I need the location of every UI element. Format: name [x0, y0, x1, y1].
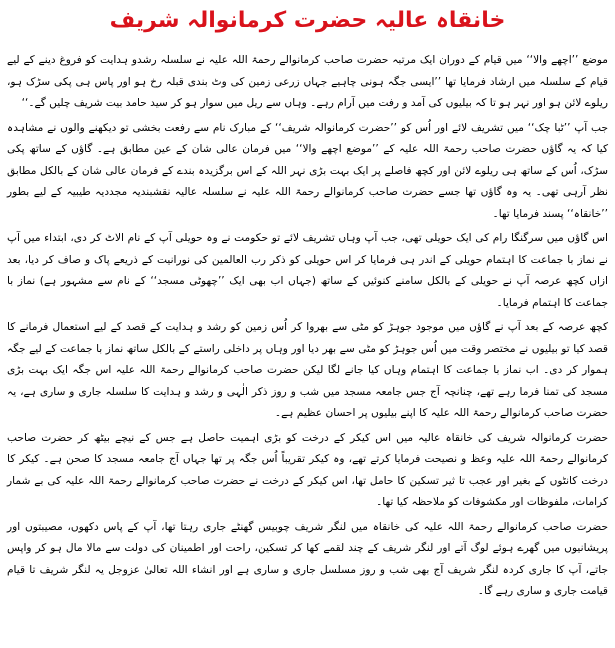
paragraph: جب آپ ’’ٹبا چک‘‘ میں تشریف لائے اور اُس کو ’’حضرت کرمانوالہ شریف‘‘ کے مبارک نام سے رفعت بخشی تو دیکھنے والوں نے مشاہدہ کیا کہ یہ گاؤں حضرت صاحب رحمۃ اللہ علیہ کے ’’موضع اچھے والا‘‘ میں فرمان عالی شان کے عین مطابق ہے۔ گاؤں کے ساتھ پکی سڑک، اُس کے ساتھ ہی ریلوے لائن اور کچھ فاصلے پر ایک بہت بڑی نہر اللہ کے اس برگزیدہ بندے کے فرمان عالی شان کے بالکل مطابق نظر آرہی تھی۔ یہ وہ گاؤں تھا جسے حضرت صاحب کرمانوالے رحمۃ اللہ علیہ نے سلسلہ عالیہ نقشبندیہ مجددیہ طیبیہ کے لیے بطور ’’خانقاہ‘‘ پسند فرمایا تھا۔	[7, 121, 608, 220]
paragraph: حضرت کرمانوالہ شریف کی خانقاہ عالیہ میں اس کیکر کے درخت کو بڑی اہمیت حاصل ہے جس کے نیچے بیٹھ کر حضرت صاحب کرمانوالے رحمۃ اللہ علیہ وعظ و نصیحت فرمایا کرتے تھے، وہ کیکر تقریباً اُس جگہ پر تھا جہاں آج جامعہ مسجد کا صحن ہے۔ کیکر کا درخت کانٹوں کے بغیر اور عجب تا ثیر تسکین کا حامل تھا، اس کیکر کے درخت نے حضرت صاحب کرمانوالے رحمۃ اللہ علیہ کی بے شمار کرامات، ملفوظات اور مکشوفات کو ملاحظہ کیا تھا۔	[7, 431, 608, 508]
paragraph: کچھ عرصہ کے بعد آپ نے گاؤں میں موجود جوہڑ کو مٹی سے بھروا کر اُس زمین کو رشد و ہدایت کے قصد کے لیے استعمال فرمانے کا قصد کیا تو بیلیوں نے مختصر وقت میں اُس جوہڑ کو مٹی سے بھر دیا اور وہاں پر داخلی راستے کے بالکل ساتھ نماز با جماعت کے لیے جگہ ہموار کر دی۔ اب نماز با جماعت کا اہتمام وہاں کیا جانے لگا لیکن حضرت صاحب کرمانوالے رحمۃ اللہ علیہ اس جگہ ایک بہت بڑی مسجد کی تمنا فرما رہے تھے، چنانچہ آج جس جامعہ مسجد میں شب و روز ذکر الٰہی و رشد و ہدایت کا سلسلہ جاری و ساری ہے، یہ حضرت صاحب کرمانوالے رحمۃ اللہ علیہ کا اپنے بیلیوں پر احسان عظیم ہے۔	[7, 321, 608, 419]
page-title: خانقاہ عالیہ حضرت کرمانوالہ شریف	[109, 8, 506, 33]
paragraph: موضع ’’اچھے والا‘‘ میں قیام کے دوران ایک مرتبہ حضرت صاحب کرمانوالے رحمۃ اللہ علیہ نے سلسلہ رشدو ہدایت کو فروغ دینے کے لیے قیام کے سلسلہ میں ارشاد فرمایا تھا ’’ایسی جگہ ہونی چاہیے جہاں زرعی زمین کی وٹ بندی قبلہ رخ ہو اور پاس ہی پکی سڑک ہو، ریلوے لائن ہو اور نہر ہو تا کہ بیلیوں کی آمد و رفت میں آرام رہے۔ وہاں سے ریل میں سوار ہو کر سید حامد بیت شریف چلیں گے۔‘‘	[7, 54, 608, 109]
paragraph: اس گاؤں میں سرگنگا رام کی ایک حویلی تھی، جب آپ وہاں تشریف لائے تو حکومت نے وہ حویلی آپ کے نام الاٹ کر دی، ابتداء میں آپ نے نماز با جماعت کا اہتمام حویلی کے اندر ہی فرمایا کر اس حویلی کو ذکر رب العالمین کی نورانیت کے ذریعے پاک و صاف کر دیا، بعد ازاں کچھ عرصہ آپ نے حویلی کے بالکل سامنے کنوئیں کے ساتھ (جہاں اب بھی ایک ’’چھوٹی مسجد‘‘ کے نام سے مشہور ہے) نماز با جماعت کا اہتمام فرمایا۔	[7, 232, 608, 309]
paragraph: حضرت صاحب کرمانوالے رحمۃ اللہ علیہ کی خانقاہ میں لنگر شریف چوبیس گھنٹے جاری رہتا تھا، آپ کے پاس دکھوں، مصیبتوں اور پریشانیوں میں گھرے ہوئے لوگ آتے اور لنگر شریف کے چند لقمے کھا کر تسکین، راحت اور اطمینان کی دولت سے مالا مال ہو کر واپس جاتے، آپ کا جاری کردہ لنگر شریف آج بھی شب و روز مسلسل جاری و ساری ہے اور انشاء اللہ تعالیٰ عزوجل یہ لنگر شریف تا قیام قیامت جاری و ساری رہے گا۔	[7, 520, 608, 597]
